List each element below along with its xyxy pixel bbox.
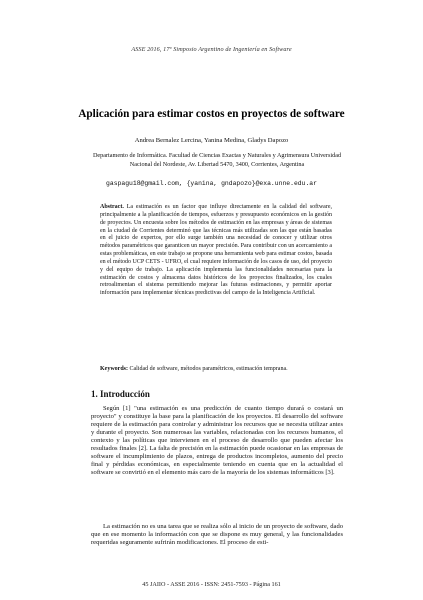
abstract-text: La estimación es un factor que influye directamente en la calidad del software, principalmente a la planificación de tiempos, esfuerzos y presupuesto económicos en la gestión de proyectos. Un encuesta sobre los métodos de estimación en las empresas y áreas de sistemas en la ciudad de Corrientes determinó que las técnicas más utilizadas son las que están basadas en el juicio de expertos, por ello surge también una necesidad de conocer y utilizar otros métodos paramétricos que garanticen un mayor precisión. Para contribuir con un acercamiento a estas problemáticas, en este trabajo se propone una herramienta web para estimar costos, basada en el método UCP CETS - UFRO, el cual requiere información de los casos de uso, del proyecto y del equipo de trabajo. La aplicación implementa las funcionalidades necesarias para la estimación de costos y almacena datos históricos de los proyectos finalizados, los cuales retroalimentan el sistema permitiendo mejorar las futuras estimaciones, y permitir aportar información para implementar técnicas predictivas del campo de la Inteligencia Artificial. — [100, 204, 332, 297]
abstract — [100, 204, 332, 298]
body-paragraph-1: Según [1] "una estimación es una predicción de cuanto tiempo durará o costará un proyecto" y constituye la base para la planificación de los proyectos. El desarrollo del software requiere de la estimación para controlar y administrar los recursos que se necesita utilizar antes y durante el proyecto. Son numerosas las variables, relacionadas con los recursos humanos, el contexto y las políticas que intervienen en el proceso de desarrollo que pueden afectar los resultados finales [2]. La falta de precisión en la estimación puede ocasionar en las empresas de software el incumplimiento de plazos, entrega de productos incompletos, aumento del precio final y pérdidas económicas, en especialmente teniendo en cuenta que en la actualidad el software se convirtió en el elemento más caro de la mayoría de los sistemas informáticos [3]. — [91, 405, 343, 476]
keywords-text: Calidad de software, métodos paramétricos, estimación temprana. — [129, 366, 288, 372]
authors: Andrea Bernalez Lercina, Yanina Medina, Gladys Dapozo — [134, 137, 289, 144]
section-heading-introduction: 1. Introducción — [91, 389, 150, 399]
affiliation: Departamento de Informática. Facultad de Ciencias Exactas y Naturales y Agrimensura Universidad Nacional del Nordeste, Av. Libertad 5470, 3400, Corrientes, Argentina — [92, 152, 342, 168]
body-paragraph-2: La estimación no es una tarea que se realiza sólo al inicio de un proyecto de software, dado que en ese momento la información con que se dispone es muy general, y las funcionalidades requeridas seguramente sufrirán modificaciones. El proceso de esti- — [91, 523, 343, 546]
keywords-label: Keywords: — [100, 366, 128, 372]
page-footer: 45 JAIIO - ASSE 2016 - ISSN: 2451-7593 - Página 161 — [142, 581, 281, 588]
author-emails: gaspagu18@gmail.com, {yanina, gndapozo}@exa.unne.edu.ar — [106, 180, 317, 187]
running-header: ASSE 2016, 17º Simposio Argentino de Ingeniería en Software — [131, 46, 292, 53]
keywords — [100, 366, 332, 374]
abstract-label: Abstract. — [100, 204, 124, 210]
paper-title: Aplicación para estimar costos en proyectos de software — [78, 108, 345, 120]
